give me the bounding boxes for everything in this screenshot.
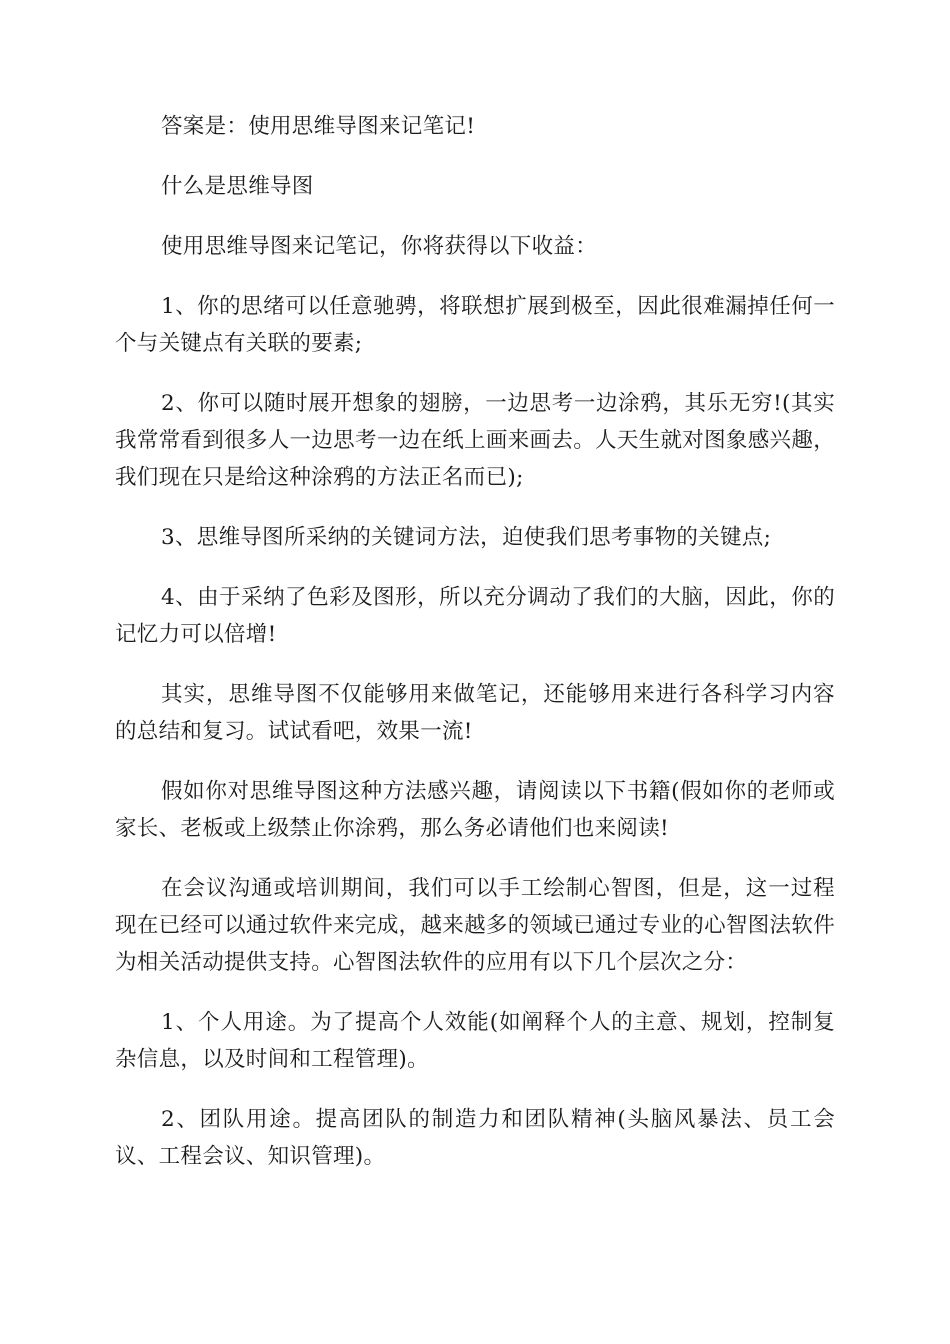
paragraph-benefit-4: 4、由于采纳了色彩及图形，所以充分调动了我们的大脑，因此，你的记忆力可以倍增! — [115, 585, 835, 647]
paragraph-reading-suggestion: 假如你对思维导图这种方法感兴趣，请阅读以下书籍(假如你的老师或家长、老板或上级禁止你涂鸦，那么务必请他们也来阅读! — [115, 779, 835, 841]
paragraph-summary: 其实，思维导图不仅能够用来做笔记，还能够用来进行各科学习内容的总结和复习。试试看吧，效果一流! — [115, 682, 835, 744]
paragraph-heading-what-is-mindmap: 什么是思维导图 — [161, 174, 314, 199]
paragraph-benefit-3: 3、思维导图所采纳的关键词方法，迫使我们思考事物的关键点; — [161, 525, 772, 550]
paragraph-use-team: 2、团队用途。提高团队的制造力和团队精神(头脑风暴法、员工会议、工程会议、知识管理)。 — [115, 1107, 835, 1169]
paragraph-benefit-2: 2、你可以随时展开想象的翅膀，一边思考一边涂鸦，其乐无穷!(其实我常常看到很多人一边思考一边在纸上画来画去。人天生就对图象感兴趣，我们现在只是给这种涂鸦的方法正名而已); — [115, 391, 835, 490]
paragraph-use-personal: 1、个人用途。为了提高个人效能(如阐释个人的主意、规划，控制复杂信息，以及时间和工程管理)。 — [115, 1010, 835, 1072]
document-body — [115, 108, 835, 1198]
paragraph-answer: 答案是：使用思维导图来记笔记! — [161, 114, 476, 139]
paragraph-software-intro: 在会议沟通或培训期间，我们可以手工绘制心智图，但是，这一过程现在已经可以通过软件来完成，越来越多的领域已通过专业的心智图法软件为相关活动提供支持。心智图法软件的应用有以下几个层次之分： — [115, 876, 835, 975]
paragraph-benefits-intro: 使用思维导图来记笔记，你将获得以下收益： — [161, 234, 598, 259]
paragraph-benefit-1: 1、你的思绪可以任意驰骋，将联想扩展到极至，因此很难漏掉任何一个与关键点有关联的要素; — [115, 294, 835, 356]
